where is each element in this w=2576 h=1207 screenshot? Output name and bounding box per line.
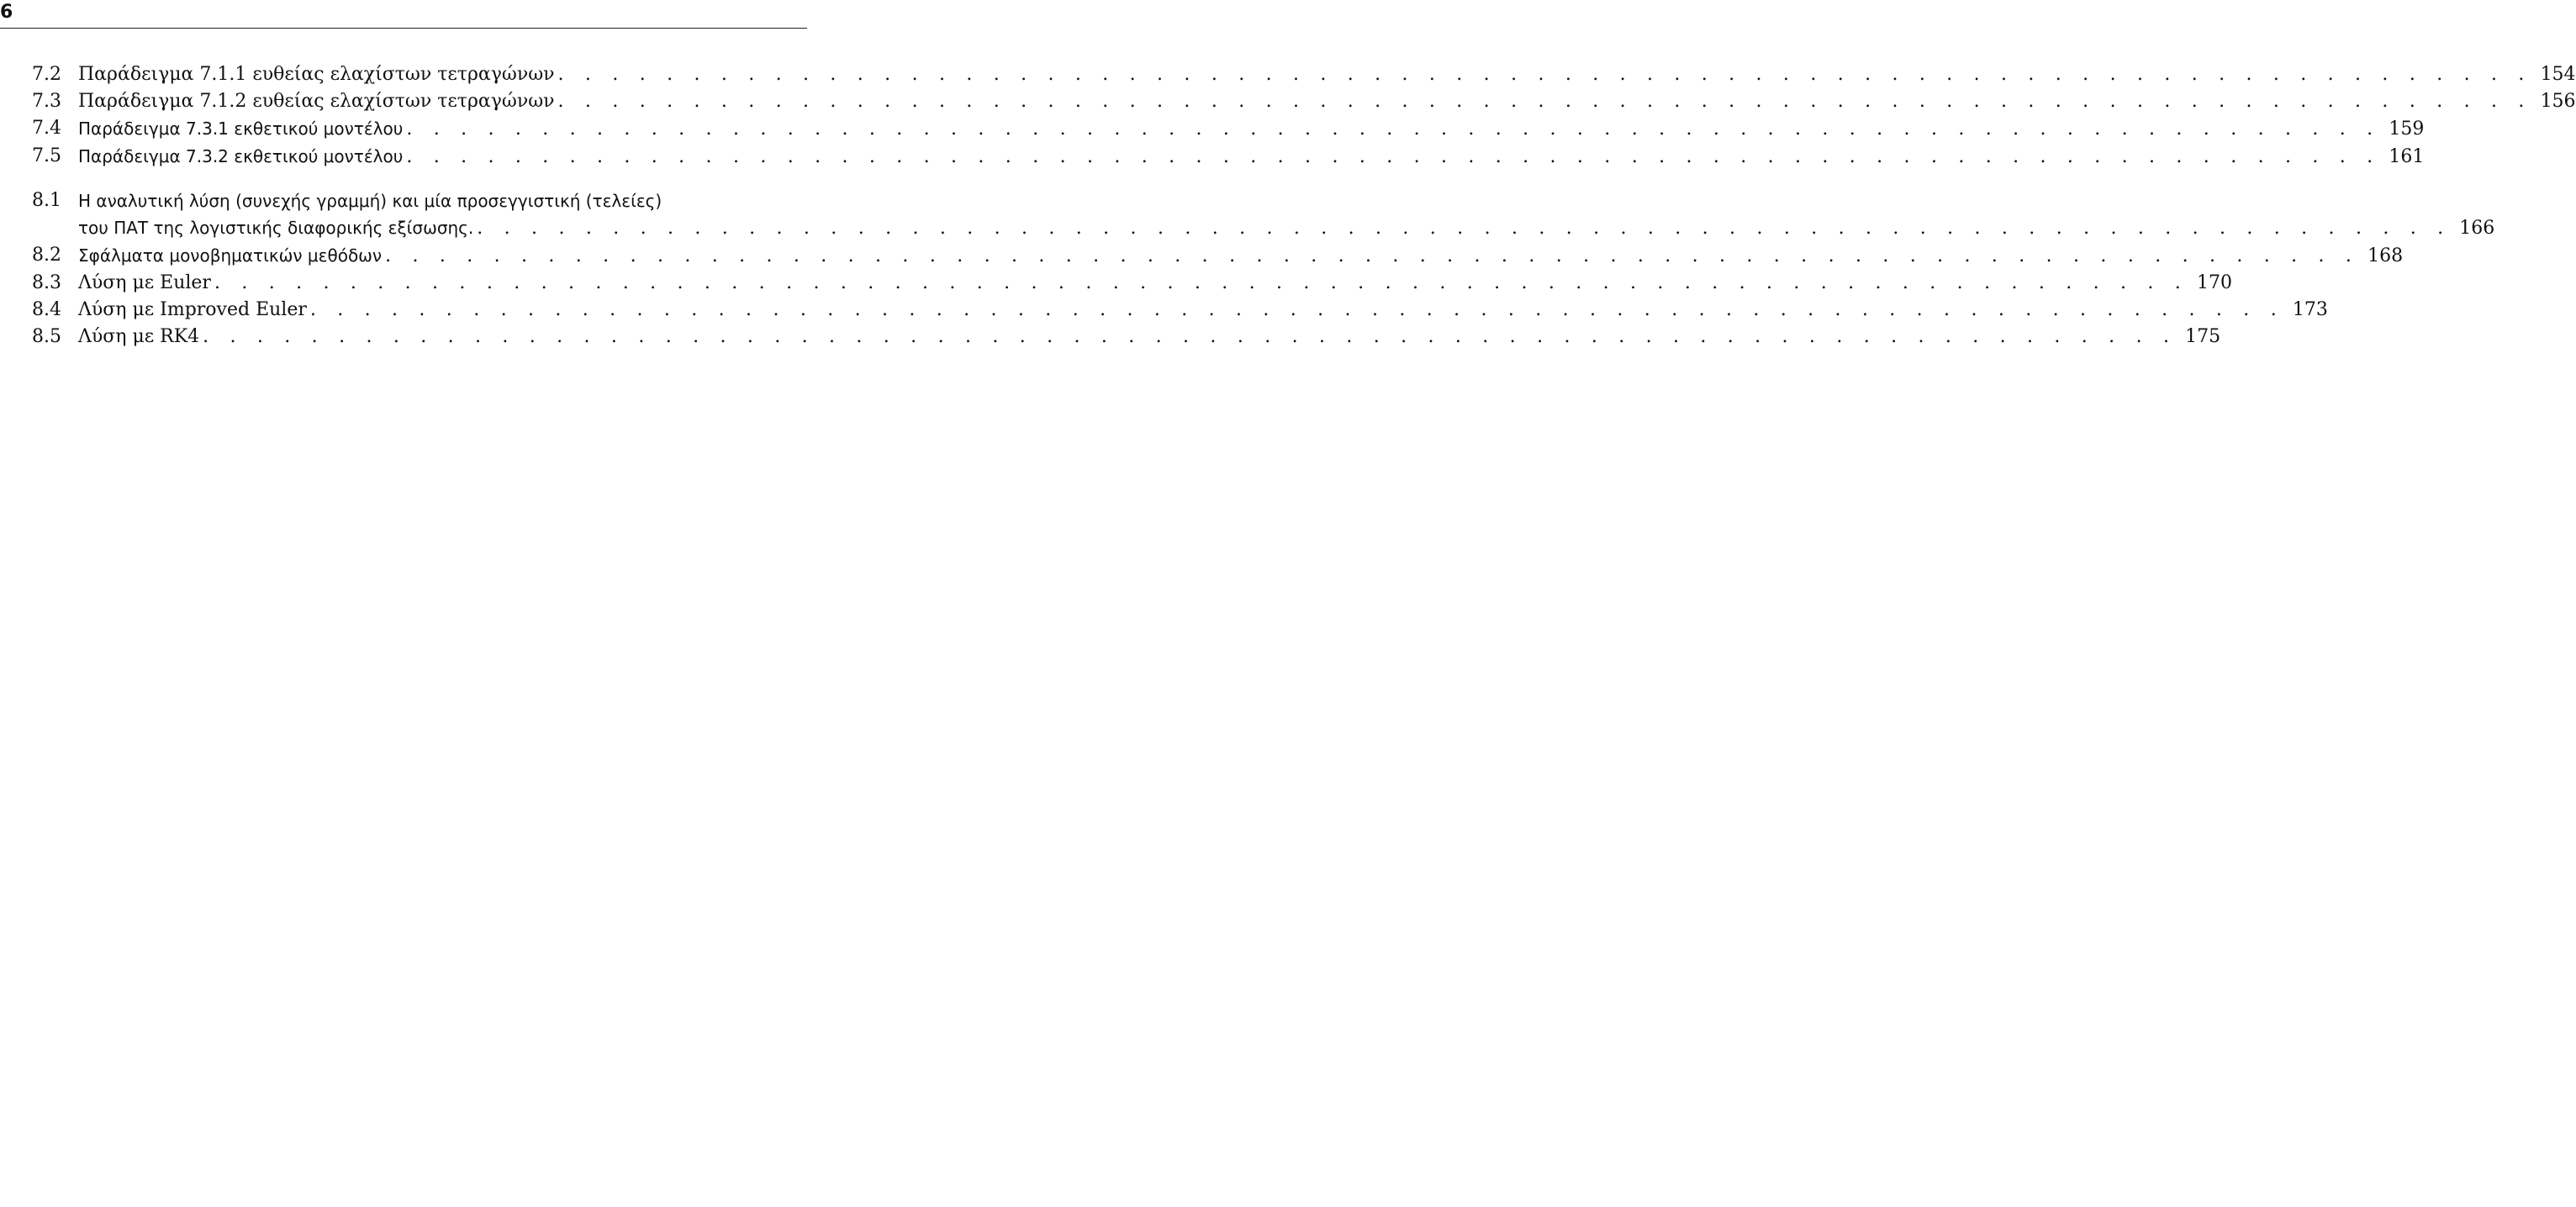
entry-number: 7.5	[32, 145, 61, 166]
entry-title: Σφάλματα μονοβηματικών μεθόδων	[78, 245, 383, 266]
entry-title: Λύση με RK4	[78, 326, 200, 347]
toc-entry[interactable]	[32, 143, 2425, 171]
entry-number: 7.3	[32, 91, 61, 112]
page-number: 6	[0, 2, 13, 23]
dot-leader: . . . . . . . . . . . . . . . . . . . . . . . . . . . . . . . . . . . . . . . . . . . . . . . . . . . . . . . . . . . . . . . . . . . . . . . . .	[385, 245, 2360, 266]
toc-entry[interactable]	[32, 61, 2576, 88]
dot-leader: . . . . . . . . . . . . . . . . . . . . . . . . . . . . . . . . . . . . . . . . . . . . . . . . . . . . . . . . . . . . . . . . . . . . . . . . .	[406, 119, 2381, 140]
entry-title: Παράδειγμα 7.1.1 ευθείας ελαχίστων τετραγώνων	[78, 64, 555, 85]
dot-leader: . . . . . . . . . . . . . . . . . . . . . . . . . . . . . . . . . . . . . . . . . . . . . . . . . . . . . . . . . . . . . . . . . . . . . . . . .	[557, 91, 2532, 112]
toc-entry[interactable]	[32, 187, 2495, 242]
entry-page-number: 173	[2292, 299, 2328, 320]
toc-entry[interactable]	[32, 324, 2221, 351]
dot-leader: . . . . . . . . . . . . . . . . . . . . . . . . . . . . . . . . . . . . . . . . . . . . . . . . . . . . . . . . . . . . . . . . . . . . . . . . .	[406, 146, 2381, 167]
entry-title: Λύση με Improved Euler	[78, 299, 307, 320]
entry-page-number: 175	[2185, 326, 2221, 347]
entry-title: Παράδειγμα 7.1.2 ευθείας ελαχίστων τετραγώνων	[78, 91, 555, 112]
entry-title-line-2: του ΠΑΤ της λογιστικής διαφορικής εξίσωσης.	[78, 218, 474, 238]
toc-group-chapter-7	[32, 61, 2576, 171]
entry-page-number: 166	[2459, 218, 2495, 239]
dot-leader: . . . . . . . . . . . . . . . . . . . . . . . . . . . . . . . . . . . . . . . . . . . . . . . . . . . . . . . . . . . . . . . . . . . . . . . . .	[477, 218, 2452, 239]
entry-number: 8.4	[32, 299, 61, 320]
entry-page-number: 159	[2389, 119, 2425, 140]
entry-page-number: 168	[2367, 245, 2404, 266]
entry-title-line-1: Η αναλυτική λύση (συνεχής γραμμή) και μία προσεγγιστική (τελείες)	[78, 191, 662, 211]
toc-entry[interactable]	[32, 88, 2576, 115]
dot-leader: . . . . . . . . . . . . . . . . . . . . . . . . . . . . . . . . . . . . . . . . . . . . . . . . . . . . . . . . . . . . . . . . . . . . . . . . .	[214, 272, 2188, 293]
toc-group-chapter-8	[32, 187, 2495, 351]
dot-leader: . . . . . . . . . . . . . . . . . . . . . . . . . . . . . . . . . . . . . . . . . . . . . . . . . . . . . . . . . . . . . . . . . . . . . . . . .	[557, 64, 2532, 85]
entry-number: 7.4	[32, 118, 61, 139]
entry-number: 8.3	[32, 272, 61, 293]
entry-title: Λύση με Euler	[78, 272, 211, 293]
entry-number: 7.2	[32, 64, 61, 85]
dot-leader: . . . . . . . . . . . . . . . . . . . . . . . . . . . . . . . . . . . . . . . . . . . . . . . . . . . . . . . . . . . . . . . . . . . . . . . . .	[309, 299, 2284, 320]
entry-number: 8.5	[32, 326, 61, 347]
entry-number: 8.1	[32, 190, 61, 211]
entry-title: Παράδειγμα 7.3.1 εκθετικού μοντέλου	[78, 119, 404, 139]
toc-entry[interactable]	[32, 115, 2425, 143]
entry-page-number: 156	[2540, 91, 2576, 112]
entry-number: 8.2	[32, 245, 61, 266]
toc-entry[interactable]	[32, 242, 2404, 270]
toc-entry[interactable]	[32, 297, 2328, 324]
dot-leader: . . . . . . . . . . . . . . . . . . . . . . . . . . . . . . . . . . . . . . . . . . . . . . . . . . . . . . . . . . . . . . . . . . . . . . . . .	[203, 326, 2177, 347]
entry-title: Παράδειγμα 7.3.2 εκθετικού μοντέλου	[78, 146, 404, 166]
entry-page-number: 154	[2540, 64, 2576, 85]
entry-page-number: 161	[2389, 146, 2425, 167]
list-of-figures	[32, 61, 2576, 351]
entry-page-number: 170	[2196, 272, 2232, 293]
toc-entry[interactable]	[32, 270, 2232, 297]
header-rule	[0, 28, 807, 29]
